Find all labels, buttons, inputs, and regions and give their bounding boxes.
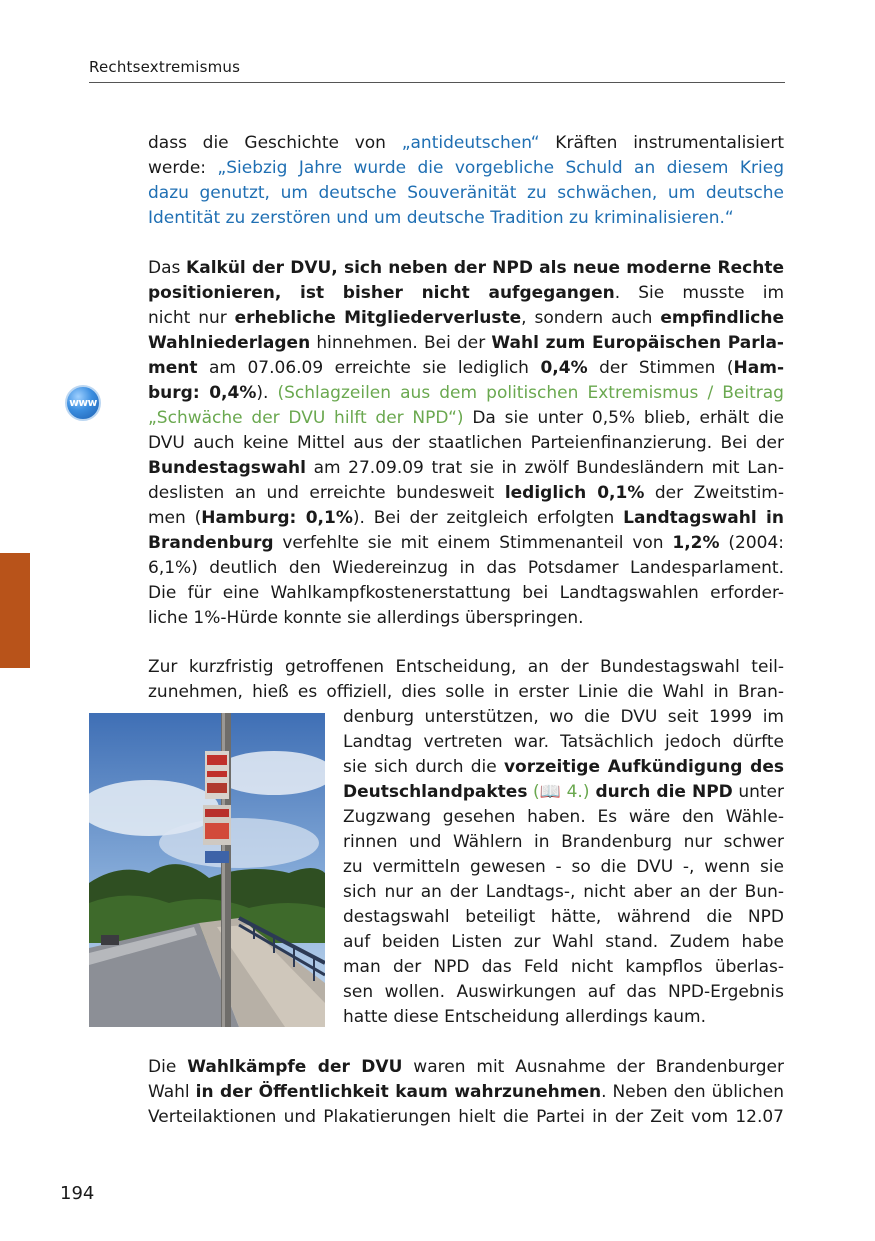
text-run: „antideutschen“: [401, 133, 540, 153]
text-run: der Stimmen (: [587, 358, 734, 378]
text-line: [148, 431, 784, 456]
text-run: denburg unterstützen, wo die DVU seit 1999 im: [343, 707, 784, 727]
paragraph-2: [148, 256, 784, 631]
running-header: Rechtsextremismus: [89, 58, 241, 76]
text-line: [148, 481, 784, 506]
text-line: [148, 1080, 784, 1105]
text-run: positionieren, ist bisher nicht aufgegangen: [148, 283, 615, 303]
text-line: [343, 1005, 784, 1030]
paragraph-1: [148, 131, 784, 231]
text-run: in der Öffentlichkeit kaum wahrzunehmen: [195, 1082, 602, 1102]
text-line: [148, 680, 784, 705]
book-icon[interactable]: 📖: [539, 782, 562, 802]
www-globe-icon[interactable]: www: [65, 385, 101, 421]
text-run: Brandenburg: [148, 533, 274, 553]
text-line: [148, 281, 784, 306]
text-run: verfehlte sie mit einem Stimmenanteil von: [273, 533, 673, 553]
text-line: [343, 755, 784, 780]
text-line: [148, 131, 784, 156]
text-run: der Zweitstim-: [644, 483, 784, 503]
text-run: rinnen und Wählern in Brandenburg nur schwer: [343, 832, 784, 852]
text-run: werde:: [148, 158, 218, 178]
text-run: ). Bei der zeitgleich erfolgten: [352, 508, 624, 528]
text-run: Identität zu zerstören und um deutsche Tradition zu kriminalisieren.“: [148, 208, 734, 228]
text-line: [148, 1105, 784, 1130]
text-run: deslisten an und erreichte bundesweit: [148, 483, 505, 503]
cross-reference-link[interactable]: 4.): [561, 782, 590, 802]
text-run: man der NPD das Feld nicht kampflos überlas-: [343, 957, 784, 977]
text-run: DVU auch keine Mittel aus der staatlichen Parteienfinanzierung. Bei der: [148, 433, 784, 453]
text-run: Bundestagswahl: [148, 458, 306, 478]
text-line: [148, 256, 784, 281]
text-run: Zur kurzfristig getroffenen Entscheidung, an der Bundestagswahl teil-: [148, 657, 784, 677]
text-run: 6,1%) deutlich den Wiedereinzug in das Potsdamer Landesparlament.: [148, 558, 784, 578]
text-line: [148, 306, 784, 331]
text-line: [148, 655, 784, 680]
text-run: Ham-: [733, 358, 784, 378]
text-run: Landtag vertreten war. Tatsächlich jedoch dürfte: [343, 732, 784, 752]
text-run: (2004:: [719, 533, 784, 553]
election-poster-photo: [89, 713, 325, 1027]
text-run: am 07.06.09 erreichte sie lediglich: [197, 358, 541, 378]
text-run: . Neben den üblichen: [601, 1082, 784, 1102]
page-number: 194: [60, 1183, 95, 1204]
text-run: vorzeitige Aufkündigung des: [503, 757, 784, 777]
text-run: Kalkül der DVU, sich neben der NPD als neue moderne Rechte: [186, 258, 784, 278]
text-line: [148, 156, 784, 181]
text-run: auf beiden Listen zur Wahl stand. Zudem habe: [343, 932, 784, 952]
text-line: [148, 1055, 784, 1080]
text-run: Verteilaktionen und Plakatierungen hielt die Partei in der Zeit vom 12.07: [148, 1107, 784, 1127]
cross-reference-link[interactable]: (Schlagzeilen aus dem politischen Extremismus / Beitrag: [277, 383, 784, 403]
text-run: sie sich durch die: [343, 757, 504, 777]
text-run: zunehmen, hieß es offiziell, dies solle in erster Linie die Wahl in Bran-: [148, 682, 784, 702]
text-run: Die für eine Wahlkampfkostenerstattung bei Landtagswahlen erforder-: [148, 583, 784, 603]
text-run: Die: [148, 1057, 188, 1077]
text-line: [343, 705, 784, 730]
text-run: Hamburg: 0,1%: [201, 508, 353, 528]
text-line: [148, 556, 784, 581]
text-run: Zugzwang gesehen haben. Es wäre den Wähle-: [343, 807, 784, 827]
text-run: ).: [256, 383, 278, 403]
cross-reference-link[interactable]: (: [527, 782, 540, 802]
text-run: erhebliche Mitgliederverluste: [234, 308, 522, 328]
text-run: Wahlniederlagen: [148, 333, 311, 353]
text-run: nicht nur: [148, 308, 235, 328]
cross-reference-link[interactable]: „Schwäche der DVU hilft der NPD“): [148, 408, 464, 428]
text-run: sen wollen. Auswirkungen auf das NPD-Ergebnis: [343, 982, 784, 1002]
text-run: am 27.09.09 trat sie in zwölf Bundesländern mit Lan-: [305, 458, 784, 478]
text-run: Kräften instrumentalisiert: [539, 133, 784, 153]
text-run: hatte diese Entscheidung allerdings kaum.: [343, 1007, 707, 1027]
text-line: [343, 780, 784, 805]
text-run: Landtagswahl in: [623, 508, 784, 528]
text-line: [148, 531, 784, 556]
text-run: 0,4%: [540, 358, 588, 378]
text-line: [148, 356, 784, 381]
text-run: sich nur an der Landtags-, nicht aber an der Bun-: [343, 882, 784, 902]
text-run: Deutschlandpaktes: [343, 782, 528, 802]
text-run: „Siebzig Jahre wurde die vorgebliche Schuld an diesem Krieg: [217, 158, 784, 178]
text-line: [343, 830, 784, 855]
text-line: [343, 930, 784, 955]
text-run: Wahl zum Europäischen Parla-: [491, 333, 784, 353]
text-line: [148, 506, 784, 531]
text-run: Wahlkämpfe der DVU: [187, 1057, 403, 1077]
chapter-side-tab: [0, 553, 30, 668]
text-run: men (: [148, 508, 202, 528]
text-run: Da sie unter 0,5% blieb, erhält die: [463, 408, 784, 428]
text-line: [148, 406, 784, 431]
text-run: hinnehmen. Bei der: [310, 333, 492, 353]
text-line: [148, 331, 784, 356]
text-run: 1,2%: [672, 533, 720, 553]
text-run: unter: [732, 782, 784, 802]
text-run: , sondern auch: [521, 308, 661, 328]
text-run: dass die Geschichte von: [148, 133, 402, 153]
text-run: destagswahl beteiligt hätte, während die NPD: [343, 907, 784, 927]
text-line: [343, 730, 784, 755]
text-run: dazu genutzt, um deutsche Souveränität zu schwächen, um deutsche: [148, 183, 784, 203]
text-run: zu vermitteln gewesen - so die DVU -, wenn sie: [343, 857, 784, 877]
text-run: Wahl: [148, 1082, 196, 1102]
text-run: ment: [148, 358, 198, 378]
text-line: [343, 955, 784, 980]
text-line: [148, 181, 784, 206]
text-run: durch die NPD: [589, 782, 733, 802]
text-run: lediglich 0,1%: [504, 483, 645, 503]
text-line: [148, 606, 784, 631]
text-run: empfindliche: [660, 308, 784, 328]
text-run: waren mit Ausnahme der Brandenburger: [402, 1057, 784, 1077]
text-run: Das: [148, 258, 187, 278]
text-run: liche 1%-Hürde konnte sie allerdings überspringen.: [148, 608, 584, 628]
text-line: [148, 456, 784, 481]
paragraph-4: [148, 1055, 784, 1130]
text-run: burg: 0,4%: [148, 383, 257, 403]
text-line: [343, 805, 784, 830]
header-rule: [89, 82, 785, 83]
text-line: [148, 206, 784, 231]
text-line: [343, 980, 784, 1005]
text-run: . Sie musste im: [614, 283, 784, 303]
text-line: [343, 880, 784, 905]
text-line: [343, 905, 784, 930]
text-line: [343, 855, 784, 880]
text-line: [148, 381, 784, 406]
text-line: [148, 581, 784, 606]
